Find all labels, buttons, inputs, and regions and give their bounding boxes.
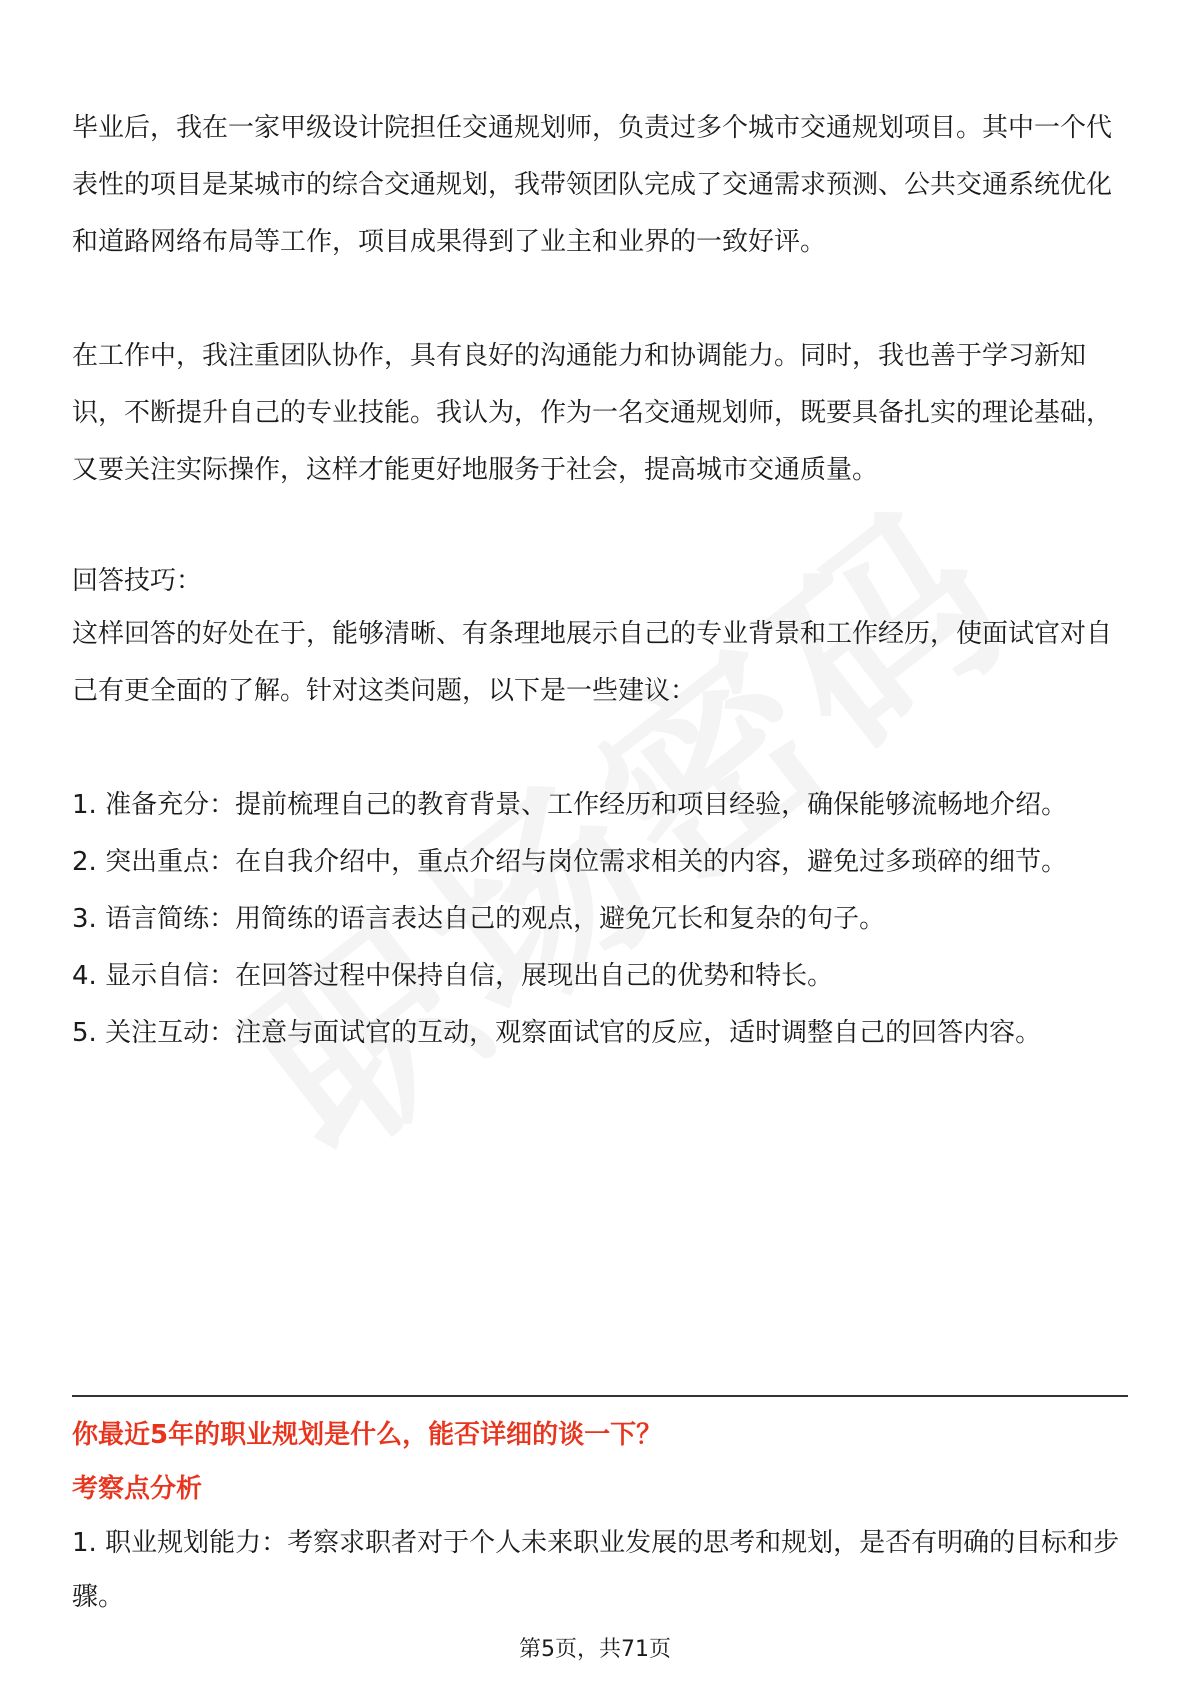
page-number: 第5页，共71页: [519, 1637, 671, 1662]
tips-item: 4. 显示自信：在回答过程中保持自信，展现出自己的优势和特长。: [72, 961, 834, 991]
tips-heading: 回答技巧：: [72, 566, 203, 596]
tips-item: 1. 准备充分：提前梳理自己的教育背景、工作经历和项目经验，确保能够流畅地介绍。: [72, 790, 1068, 820]
analysis-point: 1. 职业规划能力：考察求职者对于个人未来职业发展的思考和规划，是否有明确的目标和步骤。: [72, 1528, 1120, 1612]
analysis-heading: 考察点分析: [72, 1474, 203, 1504]
document-body: [72, 100, 1128, 1062]
next-question-section: [72, 1408, 1128, 1624]
paragraph-work-experience: 毕业后，我在一家甲级设计院担任交通规划师，负责过多个城市交通规划项目。其中一个代表性的项目是某城市的综合交通规划，我带领团队完成了交通需求预测、公共交通系统优化和道路网络布局等工作，项目成果得到了业主和业界的一致好评。: [72, 113, 1113, 257]
tips-list: [72, 777, 1128, 1062]
tips-item: 3. 语言简练：用简练的语言表达自己的观点，避免冗长和复杂的句子。: [72, 904, 886, 934]
tips-item: 2. 突出重点：在自我介绍中，重点介绍与岗位需求相关的内容，避免过多琐碎的细节。: [72, 847, 1068, 877]
tips-item: 5. 关注互动：注意与面试官的互动，观察面试官的反应，适时调整自己的回答内容。: [72, 1018, 1042, 1048]
section-divider: [72, 1395, 1128, 1397]
tips-intro: 这样回答的好处在于，能够清晰、有条理地展示自己的专业背景和工作经历，使面试官对自己有更全面的了解。针对这类问题，以下是一些建议：: [72, 619, 1113, 706]
paragraph-teamwork: 在工作中，我注重团队协作，具有良好的沟通能力和协调能力。同时，我也善于学习新知识，不断提升自己的专业技能。我认为，作为一名交通规划师，既要具备扎实的理论基础，又要关注实际操作，这样才能更好地服务于社会，提高城市交通质量。: [72, 341, 1113, 485]
question-title: 你最近5年的职业规划是什么，能否详细的谈一下？: [72, 1420, 663, 1450]
